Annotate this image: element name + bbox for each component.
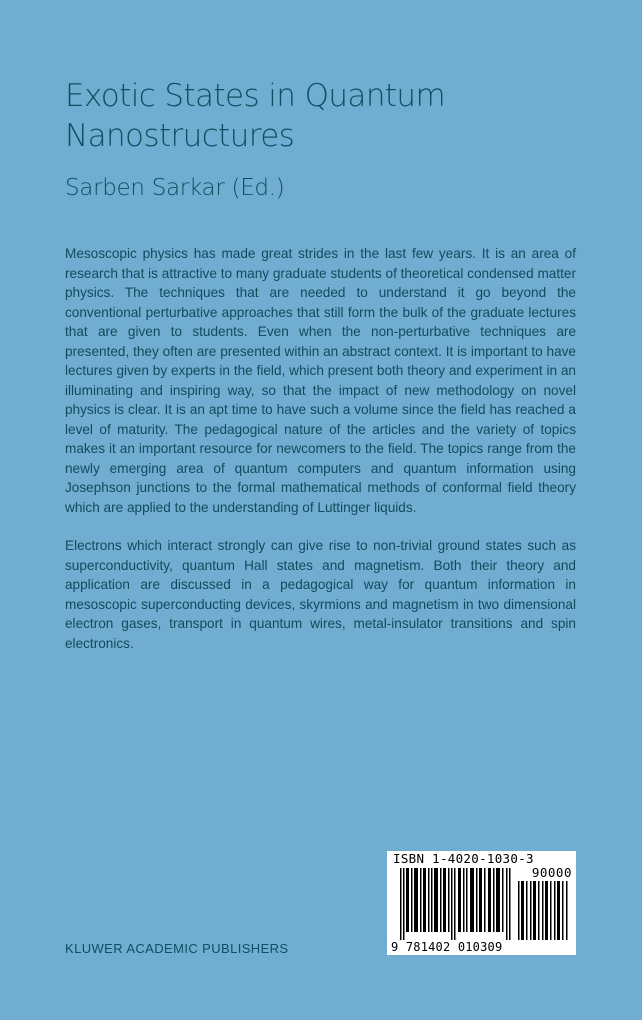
- book-title-line-1: Exotic States in Quantum: [65, 78, 446, 114]
- addon-barcode-bars-icon: [518, 881, 570, 940]
- ean-barcode-bars-icon: [400, 868, 512, 940]
- blurb-paragraph-2: Electrons which interact strongly can give rise to non-trivial ground states such as superconductivity, quantum Hall states and magnetism. Both their theory and application are discussed in a pedagogical way for quantum information in mesoscopic superconducting devices, skyrmions and magnetism in two dimensional electron gases, transport in quantum wires, metal-insulator transitions and spin electronics.: [65, 538, 576, 651]
- blurb-paragraph-1: Mesoscopic physics has made great strides in the last few years. It is an area of research that is attractive to many graduate students of theoretical condensed matter physics. The techniques that are needed to understand it go beyond the conventional perturbative approaches that still form the bulk of the graduate lectures that are given to students. Even when the non-perturbative techniques are presented, they often are presented within an abstract context. It is important to have lectures given by experts in the field, which present both theory and experiment in an illuminating and inspiring way, so that the impact of new methodology on novel physics is clear. It is an apt time to have such a volume since the field has reached a level of maturity. The pedagogical nature of the articles and the variety of topics makes it an important resource for newcomers to the field. The topics range from the newly emerging area of quantum computers and quantum information using Josephson junctions to the formal mathematical methods of conformal field theory which are applied to the understanding of Luttinger liquids.: [65, 246, 576, 515]
- blurb-text: [65, 244, 576, 672]
- book-title-line-2: Nanostructures: [65, 118, 295, 154]
- publisher-name: KLUWER ACADEMIC PUBLISHERS: [65, 941, 289, 956]
- ean-digits: 9 781402 010309: [391, 940, 503, 954]
- isbn-barcode: [387, 851, 576, 955]
- isbn-number: ISBN 1-4020-1030-3: [393, 851, 534, 866]
- price-code: 90000: [531, 865, 572, 880]
- book-editor: Sarben Sarkar (Ed.): [65, 175, 285, 201]
- book-title: [65, 76, 585, 156]
